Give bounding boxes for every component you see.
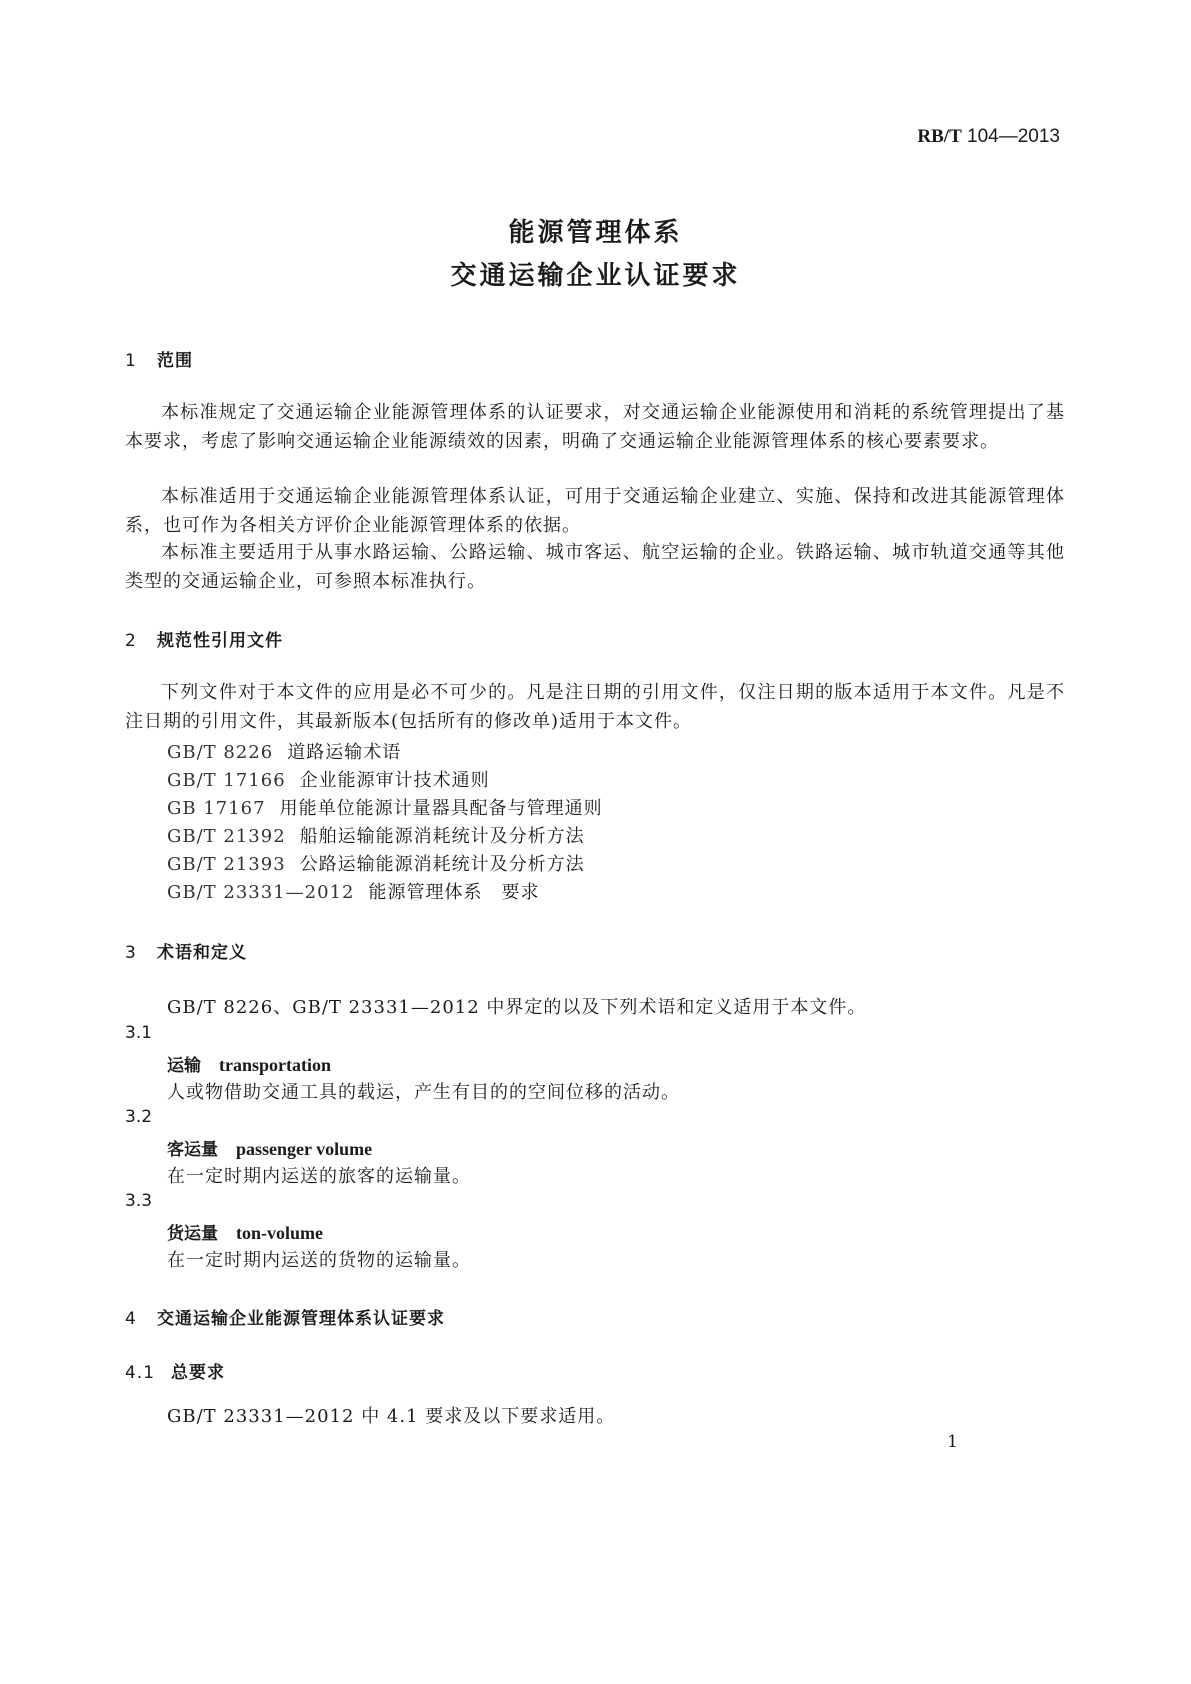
reference-item — [167, 822, 585, 848]
reference-item — [167, 766, 490, 792]
section-3-heading — [125, 938, 247, 963]
reference-code: GB/T 17166 — [167, 770, 286, 791]
term-definition: 在一定时期内运送的旅客的运输量。 — [167, 1166, 471, 1187]
reference-code: GB/T 21393 — [167, 854, 286, 875]
section-number: 2 — [125, 631, 137, 651]
reference-title: 公路运输能源消耗统计及分析方法 — [299, 854, 585, 875]
section-title: 范围 — [157, 351, 193, 371]
standard-code — [917, 126, 1060, 148]
reference-code: GB 17167 — [167, 798, 266, 819]
section-number: 4 — [125, 1309, 137, 1329]
term-number: 3.1 — [125, 1023, 153, 1043]
reference-item — [167, 878, 539, 904]
term-definition: 人或物借助交通工具的载运，产生有目的的空间位移的活动。 — [167, 1082, 680, 1103]
term-zh: 客运量 — [167, 1140, 218, 1160]
section-1-paragraph-2: 本标准适用于交通运输企业能源管理体系认证，可用于交通运输企业建立、实施、保持和改进其能源管理体系，也可作为各相关方评价企业能源管理体系的依据。 — [125, 486, 1065, 536]
reference-title: 能源管理体系 要求 — [368, 882, 540, 903]
page-number: 1 — [947, 1432, 958, 1452]
term-en: passenger volume — [236, 1139, 373, 1159]
subsection-title: 总要求 — [171, 1363, 225, 1383]
standard-code-number: 104—2013 — [967, 126, 1060, 147]
section-title: 交通运输企业能源管理体系认证要求 — [157, 1309, 445, 1329]
subsection-4-1-heading — [125, 1358, 225, 1383]
section-number: 1 — [125, 351, 137, 371]
subsection-number: 4.1 — [125, 1363, 156, 1383]
reference-item — [167, 850, 585, 876]
section-title: 术语和定义 — [157, 943, 247, 963]
reference-code: GB/T 21392 — [167, 826, 286, 847]
term-heading — [167, 1135, 372, 1160]
section-2-intro: 下列文件对于本文件的应用是必不可少的。凡是注日期的引用文件，仅注日期的版本适用于本文件。凡是不注日期的引用文件，其最新版本(包括所有的修改单)适用于本文件。 — [125, 682, 1065, 732]
section-1-paragraph-3: 本标准主要适用于从事水路运输、公路运输、城市客运、航空运输的企业。铁路运输、城市轨道交通等其他类型的交通运输企业，可参照本标准执行。 — [125, 542, 1065, 592]
term-definition: 在一定时期内运送的货物的运输量。 — [167, 1250, 471, 1271]
section-title: 规范性引用文件 — [157, 631, 283, 651]
section-3-intro: GB/T 8226、GB/T 23331—2012 中界定的以及下列术语和定义适用于本文件。 — [167, 997, 867, 1018]
reference-item — [167, 738, 401, 764]
subsection-4-1-text: GB/T 23331—2012 中 4.1 要求及以下要求适用。 — [167, 1406, 616, 1427]
reference-code: GB/T 8226 — [167, 742, 274, 763]
reference-title: 道路运输术语 — [287, 742, 402, 763]
term-heading — [167, 1219, 323, 1244]
doc-title-line1: 能源管理体系 — [508, 218, 683, 248]
term-zh: 货运量 — [167, 1224, 218, 1244]
reference-item — [167, 794, 603, 820]
term-number: 3.3 — [125, 1191, 153, 1211]
term-en: ton-volume — [236, 1223, 323, 1243]
section-number: 3 — [125, 943, 137, 963]
reference-code: GB/T 23331—2012 — [167, 882, 355, 903]
section-2-heading — [125, 626, 283, 651]
standard-code-prefix: RB/T — [917, 126, 962, 147]
term-zh: 运输 — [167, 1056, 201, 1076]
reference-title: 用能单位能源计量器具配备与管理通则 — [279, 798, 603, 819]
term-heading — [167, 1051, 331, 1076]
section-1-paragraph-1: 本标准规定了交通运输企业能源管理体系的认证要求，对交通运输企业能源使用和消耗的系统管理提出了基本要求，考虑了影响交通运输企业能源绩效的因素，明确了交通运输企业能源管理体系的核心要素要求。 — [125, 402, 1065, 452]
reference-title: 企业能源审计技术通则 — [299, 770, 490, 791]
section-4-heading — [125, 1304, 445, 1329]
term-en: transportation — [219, 1055, 331, 1075]
term-number: 3.2 — [125, 1107, 153, 1127]
reference-title: 船舶运输能源消耗统计及分析方法 — [299, 826, 585, 847]
doc-title-line2: 交通运输企业认证要求 — [450, 261, 741, 291]
section-1-heading — [125, 346, 193, 371]
